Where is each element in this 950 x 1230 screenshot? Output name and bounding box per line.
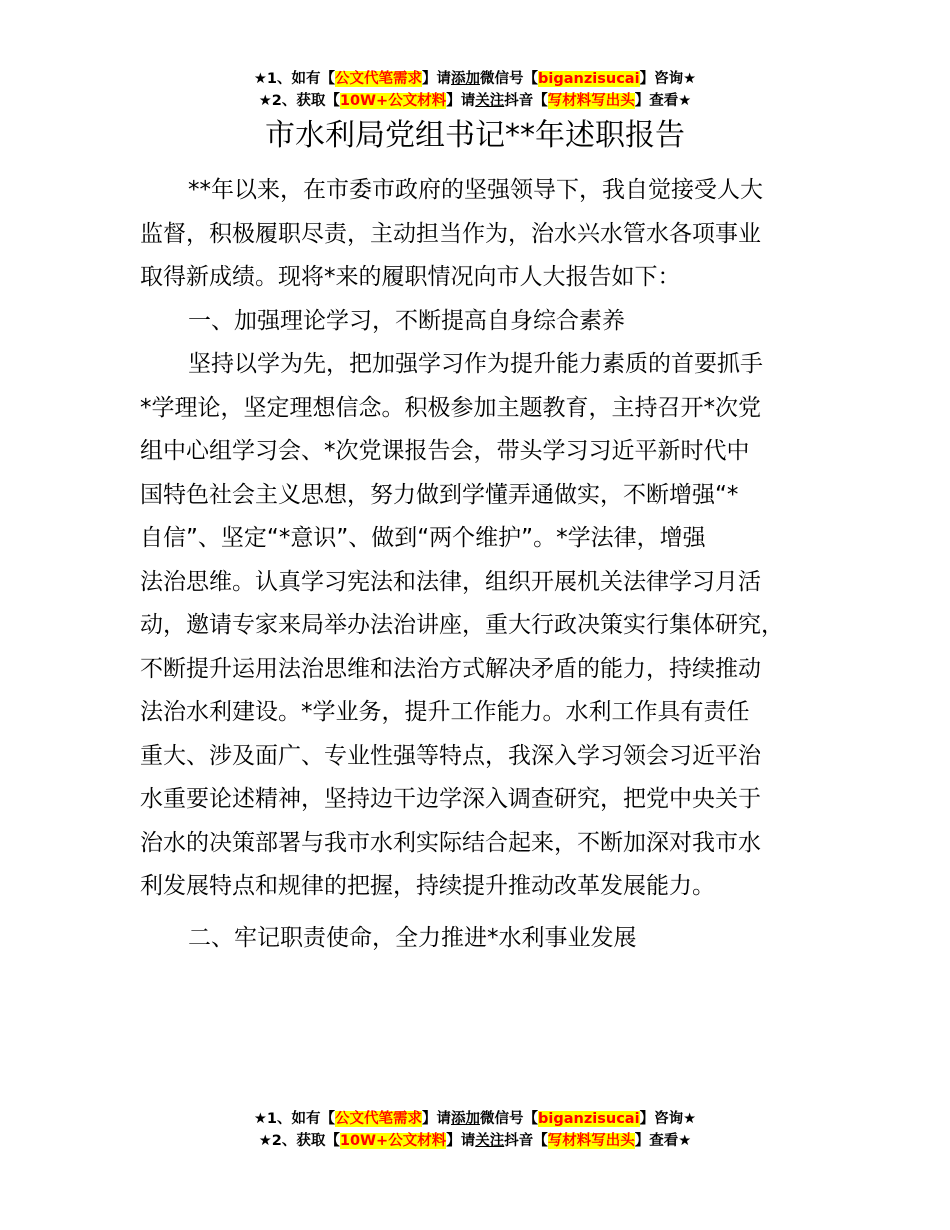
- paragraph-line: 法治思维。认真学习宪法和法律，组织开展机关法律学习月活: [140, 568, 761, 595]
- highlight-wechat-id: biganzisucai: [538, 1111, 640, 1127]
- banner-line-2: [0, 90, 950, 112]
- highlight-wechat-id: biganzisucai: [538, 71, 640, 87]
- paragraph-line: 法治水利建设。*学业务，提升工作能力。水利工作具有责任: [140, 699, 750, 725]
- banner-text: ★2、获取【: [258, 93, 340, 109]
- paragraph-line: **年以来，在市委市政府的坚强领导下，我自觉接受人大: [188, 177, 763, 203]
- banner-line-1: [0, 68, 950, 90]
- underlined-text: 添加: [451, 1111, 481, 1127]
- paragraph-line: 组中心组学习会、*次党课报告会，带头学习习近平新时代中: [140, 438, 750, 464]
- banner-text: ★2、获取【: [258, 1133, 340, 1149]
- banner-text: 微信号【: [480, 71, 539, 87]
- banner-text: 】请: [446, 93, 476, 109]
- paragraph-line: 取得新成绩。现将*来的履职情况向市人大报告如下：: [140, 264, 681, 290]
- highlight-service: 公文代笔需求: [335, 71, 423, 87]
- banner-text: 微信号【: [480, 1111, 539, 1127]
- banner-text: ★1、如有【: [253, 1111, 336, 1127]
- paragraph-line: 监督，积极履职尽责，主动担当作为，治水兴水管水各项事业: [140, 220, 761, 247]
- banner-line-1: [0, 1108, 950, 1130]
- highlight-douyin-id: 写材料写出头: [547, 1133, 635, 1149]
- top-banner: [0, 68, 950, 112]
- paragraph-line: 国特色社会主义思想，努力做到学懂弄通做实，不断增强“*: [140, 481, 739, 508]
- underlined-text: 关注: [475, 93, 505, 109]
- paragraph-gap: [140, 909, 830, 917]
- bottom-banner: [0, 1108, 950, 1152]
- banner-text: 】咨询★: [639, 71, 697, 87]
- paragraph-line: 自信”、坚定“*意识”、做到“两个维护”。*学法律，增强: [140, 525, 706, 551]
- page-title: 市水利局党组书记**年述职报告: [265, 118, 685, 153]
- paragraph-line: *学理论，坚定理想信念。积极参加主题教育，主持召开*次党: [140, 394, 761, 421]
- highlight-douyin-id: 写材料写出头: [547, 93, 635, 109]
- paragraph-line: 动，邀请专家来局举办法治讲座，重大行政决策实行集体研究，: [140, 612, 784, 638]
- highlight-materials: 10W+公文材料: [339, 93, 447, 109]
- paragraph-line: 利发展特点和规律的把握，持续提升推动改革发展能力。: [140, 873, 715, 899]
- document-body: [140, 169, 830, 960]
- paragraph-line: 重大、涉及面广、专业性强等特点，我深入学习领会习近平治: [140, 742, 761, 769]
- banner-line-2: [0, 1130, 950, 1152]
- section-heading: 二、牢记职责使命，全力推进*水利事业发展: [188, 924, 637, 951]
- highlight-materials: 10W+公文材料: [339, 1133, 447, 1149]
- underlined-text: 添加: [451, 71, 481, 87]
- banner-text: 】请: [422, 71, 452, 87]
- banner-text: 】请: [446, 1133, 476, 1149]
- banner-text: 】请: [422, 1111, 452, 1127]
- banner-text: ★1、如有【: [253, 71, 336, 87]
- banner-text: 抖音【: [504, 1133, 548, 1149]
- banner-text: 】咨询★: [639, 1111, 697, 1127]
- banner-text: 】查看★: [634, 93, 692, 109]
- section-heading: 一、加强理论学习，不断提高自身综合素养: [188, 307, 625, 334]
- paragraph-line: 坚持以学为先，把加强学习作为提升能力素质的首要抓手: [188, 351, 763, 377]
- underlined-text: 关注: [475, 1133, 505, 1149]
- paragraph-line: 治水的决策部署与我市水利实际结合起来，不断加深对我市水: [140, 829, 761, 856]
- banner-text: 抖音【: [504, 93, 548, 109]
- banner-text: 】查看★: [634, 1133, 692, 1149]
- paragraph-line: 不断提升运用法治思维和法治方式解决矛盾的能力，持续推动: [140, 655, 761, 682]
- highlight-service: 公文代笔需求: [335, 1111, 423, 1127]
- paragraph-line: 水重要论述精神，坚持边干边学深入调查研究，把党中央关于: [140, 786, 761, 812]
